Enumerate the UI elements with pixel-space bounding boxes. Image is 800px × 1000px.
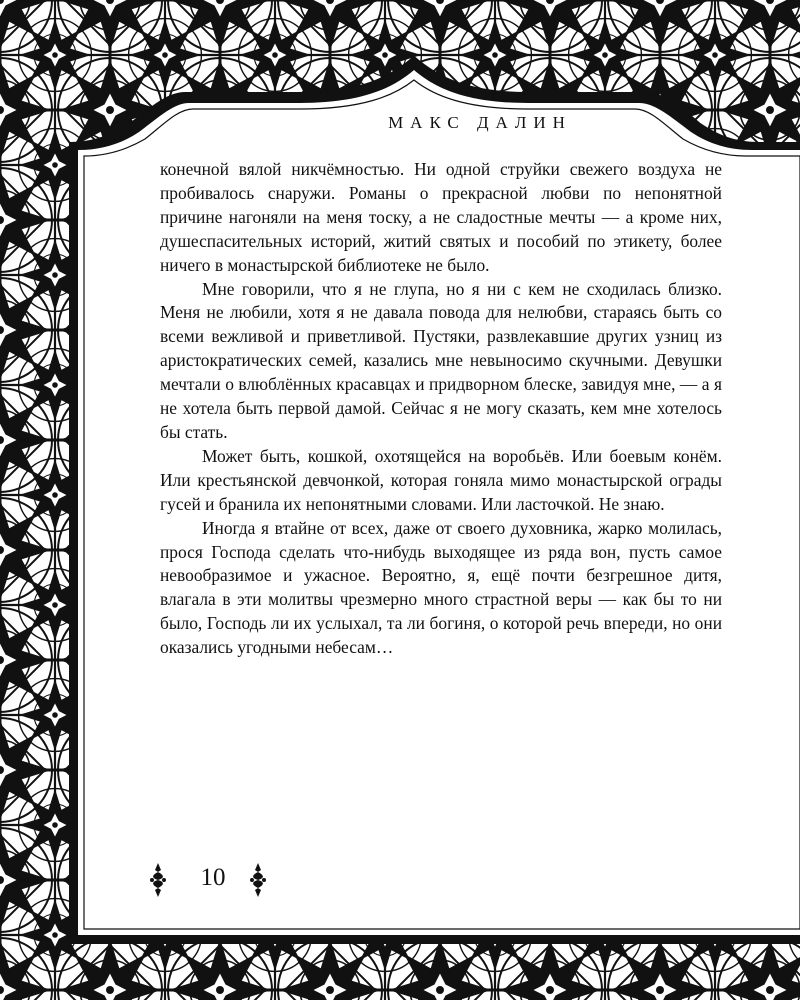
fleuron-icon — [148, 862, 168, 898]
paragraph: Может быть, кошкой, охотящейся на воробьёв. Или боевым конём. Или крестьянской девчонкой, которая гоняла мимо монастырской ограды гусей и бранила их непонятными словами. Или ласточкой. Не знаю. — [160, 445, 722, 514]
page-folio — [148, 862, 278, 902]
paragraph: конечной вялой никчёмностью. Ни одной струйки свежего воздуха не пробивалось снаружи. Романы о прекрасной любви по непонятной причине нагоняли на меня тоску, а не сладостные мечты — а кроме них, душеспасительных историй, житий святых и пособий по этикету, более ничего в монастырской библиотеке не было. — [160, 159, 722, 275]
paragraph: Мне говорили, что я не глупа, но я ни с кем не сходилась близко. Меня не любили, хотя я не давала повода для нелюбви, стараясь быть со всеми вежливой и приветливой. Пустяки, развлекавшие других узниц из аристократических семей, казались мне невыносимо скучными. Девушки мечтали о влюблённых красавцах и придворном блеске, завидуя мне, — а я не хотела быть первой дамой. Сейчас я не могу сказать, кем мне хотелось бы стать. — [160, 278, 722, 442]
page-number: 10 — [200, 864, 226, 891]
paragraph: Иногда я втайне от всех, даже от своего духовника, жарко молилась, прося Господа сделать что-нибудь выходящее из ряда вон, пусть самое невообразимое и ужасное. Вероятно, я, ещё почти безгрешное дитя, влагала в эти молитвы чрезмерно много страстной веры — как бы то ни было, Господь ли их услыхал, та ли богиня, о которой речь впереди, но они оказались угодными небесам… — [160, 517, 722, 658]
fleuron-icon — [248, 862, 268, 898]
running-header-author: МАКС ДАЛИН — [388, 113, 572, 132]
body-text — [160, 158, 722, 660]
